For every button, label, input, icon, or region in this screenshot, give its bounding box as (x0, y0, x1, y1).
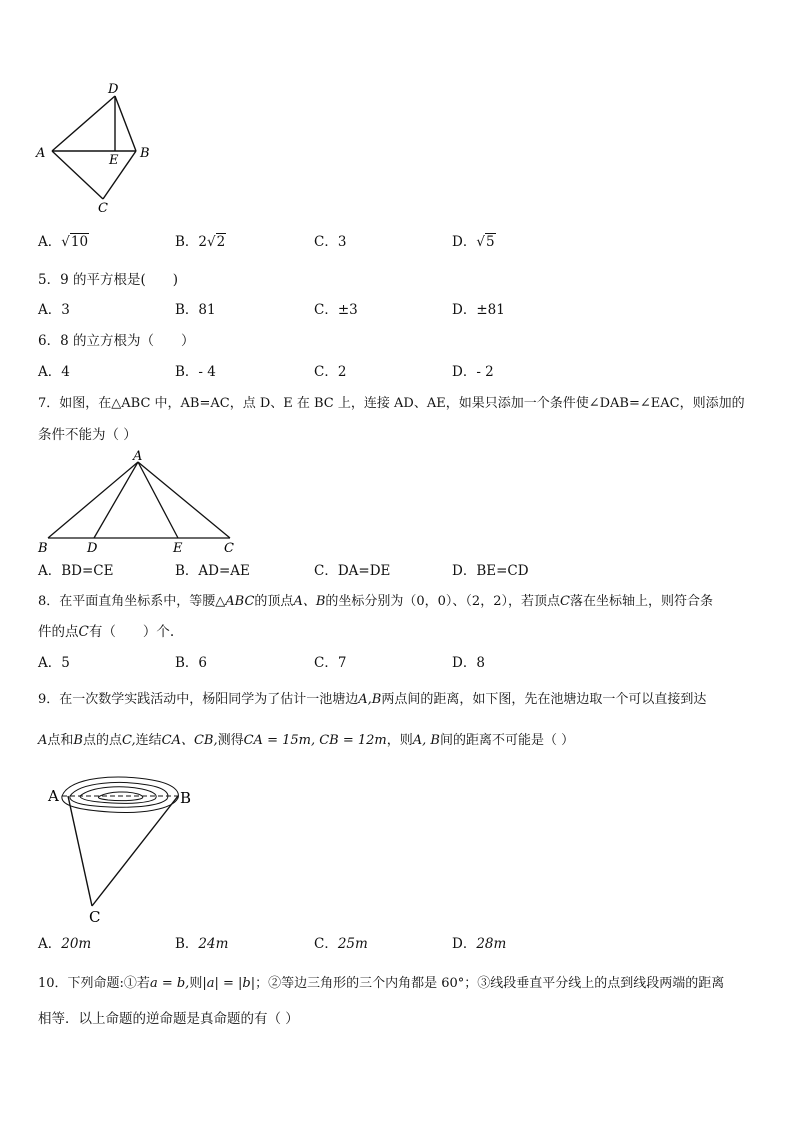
sqrt-symbol: √10 (61, 234, 89, 250)
q5-option-b[interactable]: B．81 (175, 302, 216, 318)
sqrt-symbol: √2 (207, 234, 226, 250)
q7-option-c[interactable]: C．DA=DE (314, 563, 391, 579)
label-E: E (173, 541, 183, 556)
q4-option-b[interactable]: B．2√2 (175, 234, 226, 250)
q8-stem-line1: 8．在平面直角坐标系中，等腰△ABC的顶点A、B的坐标分别为（0，0）、（2，2），若顶点C落在坐标轴上，则符合条 (38, 594, 713, 609)
figure-q7-triangle (30, 448, 250, 556)
q9-stem-line1: 9．在一次数学实践活动中，杨阳同学为了估计一池塘边A,B两点间的距离，如下图，先在池塘边取一个可以直接到达 (38, 692, 707, 707)
label-C: C (98, 201, 108, 213)
q8-option-a[interactable]: A．5 (38, 655, 70, 671)
q9-stem-line2: A点和B点的点C,连结CA、CB,测得CA = 15m, CB = 12m，则A, B间的距离不可能是（ ） (38, 733, 575, 748)
q10-stem-line1: 10．下列命题:①若a = b,则|a| = |b|；②等边三角形的三个内角都是 60°；③线段垂直平分线上的点到线段两端的距离 (38, 976, 725, 991)
q5-stem: 5．9 的平方根是( ) (38, 272, 179, 288)
q5-option-c[interactable]: C．±3 (314, 302, 358, 318)
q8-stem-line2: 件的点C有（ ）个. (38, 624, 175, 640)
q10-stem-line2: 相等．以上命题的逆命题是真命题的有（ ） (38, 1011, 299, 1027)
q4-option-c[interactable]: C．3 (314, 234, 347, 250)
sqrt-symbol: √5 (476, 234, 495, 250)
q6-option-d[interactable]: D．- 2 (452, 364, 494, 380)
q8-option-c[interactable]: C．7 (314, 655, 347, 671)
q9-option-a[interactable]: A．20m (38, 936, 92, 952)
label-A: A (36, 146, 46, 161)
label-C: C (224, 541, 234, 556)
q4-option-a[interactable]: A．√10 (38, 234, 89, 250)
q7-option-b[interactable]: B．AD=AE (175, 563, 250, 579)
label-B: B (140, 146, 150, 161)
q7-stem-line2: 条件不能为（ ） (38, 427, 137, 443)
figure-q9-pond (40, 770, 210, 930)
label-A: A (133, 449, 143, 464)
label-E: E (109, 153, 119, 168)
q6-stem: 6．8 的立方根为（ ） (38, 333, 195, 349)
q8-option-d[interactable]: D．8 (452, 655, 485, 671)
q7-option-d[interactable]: D．BE=CD (452, 563, 529, 579)
q9-option-d[interactable]: D．28m (452, 936, 507, 952)
q9-option-c[interactable]: C．25m (314, 936, 368, 952)
q5-option-a[interactable]: A．3 (38, 302, 70, 318)
q6-option-c[interactable]: C．2 (314, 364, 347, 380)
q6-option-b[interactable]: B．- 4 (175, 364, 216, 380)
q5-option-d[interactable]: D．±81 (452, 302, 505, 318)
label-D: D (87, 541, 98, 556)
q9-option-b[interactable]: B．24m (175, 936, 229, 952)
q7-stem-line1: 7．如图，在△ABC 中，AB=AC，点 D、E 在 BC 上，连接 AD、AE，如果只添加一个条件使∠DAB=∠EAC，则添加的 (38, 396, 745, 411)
figure-q4-quadrilateral (30, 78, 160, 213)
q8-option-b[interactable]: B．6 (175, 655, 208, 671)
label-B: B (180, 789, 192, 807)
label-B: B (38, 541, 48, 556)
label-A: A (48, 787, 59, 805)
q6-option-a[interactable]: A．4 (38, 364, 70, 380)
label-D: D (108, 82, 119, 97)
label-C: C (89, 908, 101, 926)
q7-option-a[interactable]: A．BD=CE (38, 563, 114, 579)
q4-option-d[interactable]: D．√5 (452, 234, 495, 250)
